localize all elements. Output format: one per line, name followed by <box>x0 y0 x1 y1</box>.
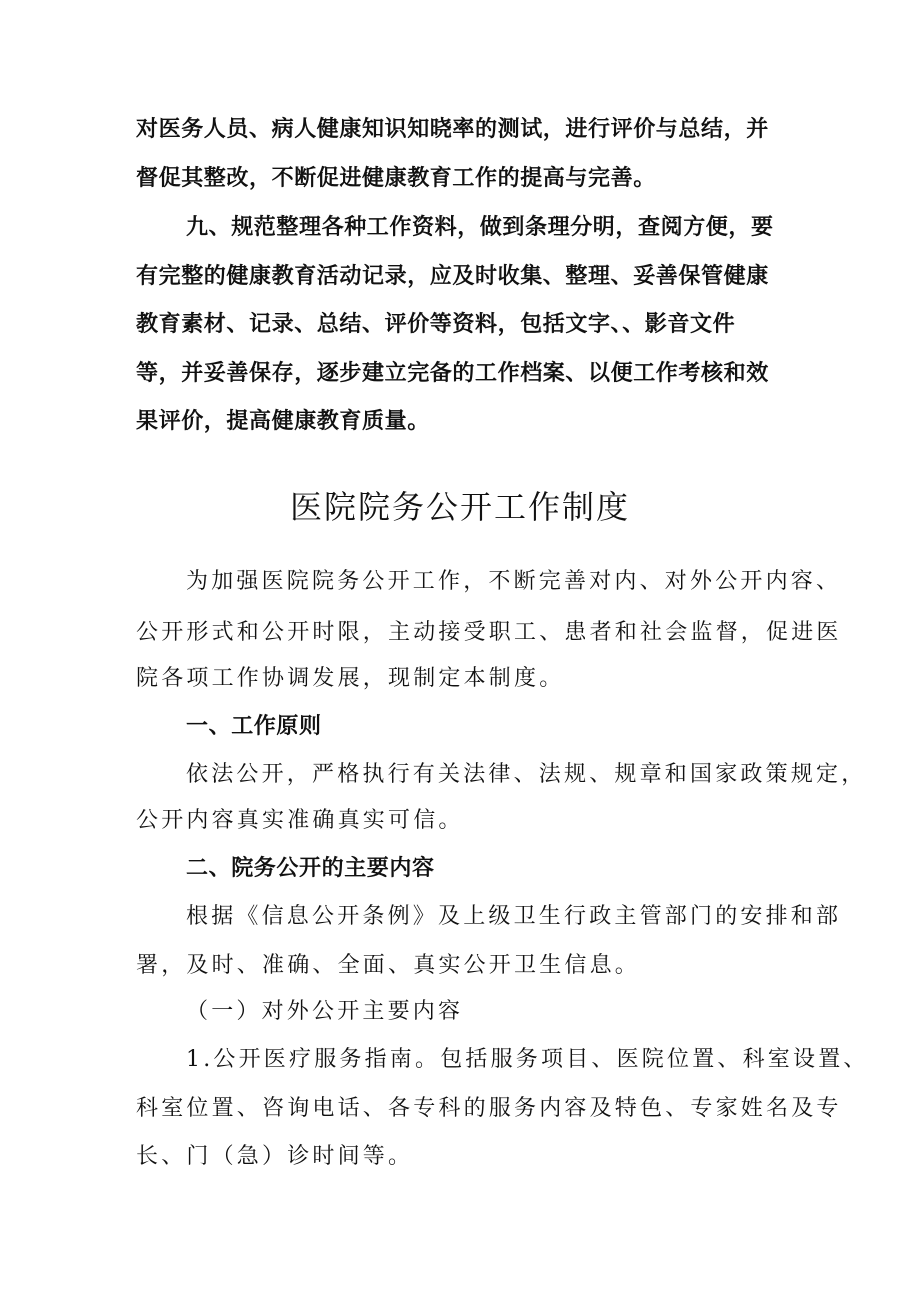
item-1-line-3: 长、门（急）诊时间等。 <box>136 1144 414 1169</box>
document-title: 医院院务公开工作制度 <box>289 488 630 526</box>
content-line-1: 根据《信息公开条例》及上级卫生行政主管部门的安排和部 <box>186 904 842 929</box>
prev-item-nine: 九、规范整理各种工作资料，做到条理分明，查阅方便，要 <box>186 215 774 240</box>
prev-line-7: 果评价，提高健康教育质量。 <box>136 409 430 434</box>
prev-line-2: 督促其整改，不断促进健康教育工作的提高与完善。 <box>136 166 656 191</box>
content-line-2: 署，及时、准确、全面、真实公开卫生信息。 <box>136 953 641 978</box>
principle-line-1: 依法公开，严格执行有关法律、法规、规章和国家政策规定， <box>186 762 867 787</box>
item-1-line-1: 1.公开医疗服务指南。包括服务项目、医院位置、科室设置、 <box>186 1047 869 1072</box>
intro-line-3: 院各项工作协调发展，现制定本制度。 <box>136 666 565 691</box>
item-1-line-2: 科室位置、咨询电话、各专科的服务内容及特色、专家姓名及专 <box>136 1096 842 1121</box>
prev-line-4: 有完整的健康教育活动记录，应及时收集、整理、妥善保管健康 <box>136 264 769 289</box>
heading-work-principle: 一、工作原则 <box>186 714 322 739</box>
prev-line-1: 对医务人员、病人健康知识知晓率的测试，进行评价与总结，并 <box>136 117 769 142</box>
subheading-external: （一）对外公开主要内容 <box>186 999 464 1024</box>
heading-main-content: 二、院务公开的主要内容 <box>186 856 435 881</box>
prev-line-5: 教育素材、记录、总结、评价等资料，包括文字、、影音文件 <box>136 312 736 337</box>
intro-line-2: 公开形式和公开时限，主动接受职工、患者和社会监督，促进医 <box>136 620 842 645</box>
principle-line-2: 公开内容真实准确真实可信。 <box>136 808 464 833</box>
intro-line-1: 为加强医院院务公开工作，不断完善对内、对外公开内容、 <box>186 569 842 594</box>
prev-line-6: 等，并妥善保存，逐步建立完备的工作档案、以便工作考核和效 <box>136 361 769 386</box>
